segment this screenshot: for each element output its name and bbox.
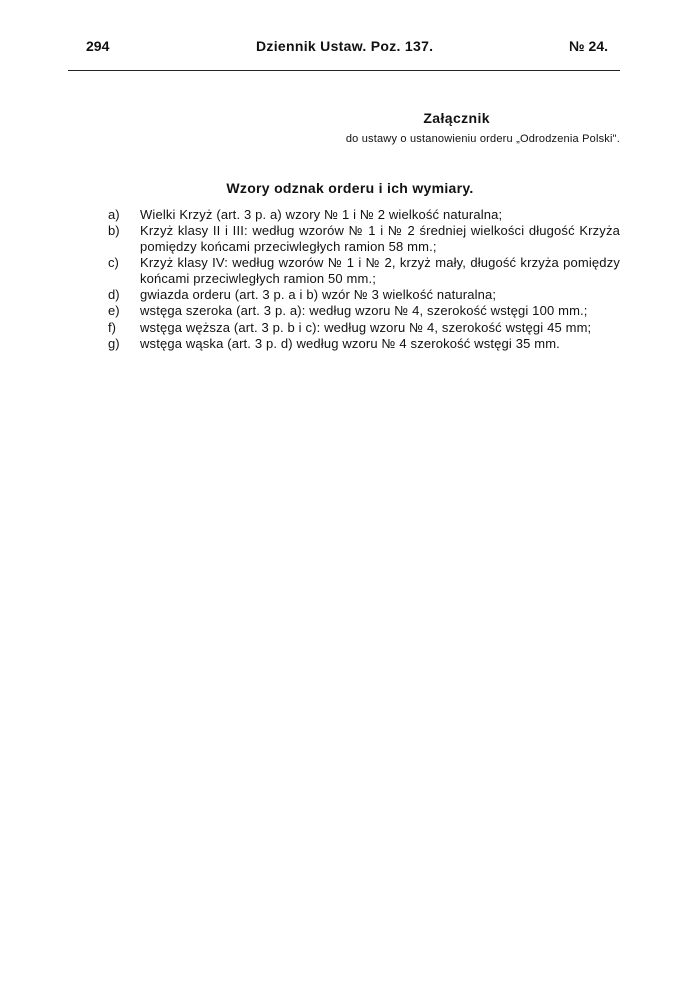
annex-title: Załącznik bbox=[423, 110, 490, 126]
list-item-label: b) bbox=[108, 223, 120, 239]
list-item-text: Krzyż klasy II i III: według wzorów № 1 i № 2 średniej wielkości długość Krzyża pomiędzy końcami przeciwległych ramion 58 mm.; bbox=[140, 223, 620, 254]
list-item-text: Krzyż klasy IV: według wzorów № 1 i № 2, krzyż mały, długość krzyża pomiędzy końcami przeciwległych ramion 50 mm.; bbox=[140, 255, 620, 286]
list-item-label: e) bbox=[108, 303, 120, 319]
list-item-a bbox=[100, 207, 620, 222]
list-item-f bbox=[100, 320, 620, 335]
page-header bbox=[86, 38, 608, 60]
list-item-d bbox=[100, 287, 620, 302]
list-item-label: d) bbox=[108, 287, 120, 303]
issue-number: № 24. bbox=[569, 38, 608, 54]
list-item-e bbox=[100, 303, 620, 318]
journal-title: Dziennik Ustaw. Poz. 137. bbox=[256, 38, 434, 54]
list-item-text: Wielki Krzyż (art. 3 p. a) wzory № 1 i № 2 wielkość naturalna; bbox=[140, 207, 503, 222]
list-item-text: gwiazda orderu (art. 3 p. a i b) wzór № 3 wielkość naturalna; bbox=[140, 287, 497, 303]
list-item-b bbox=[100, 223, 620, 254]
header-divider bbox=[68, 70, 620, 71]
annex-subtitle: do ustawy o ustanowieniu orderu „Odrodzenia Polski". bbox=[345, 133, 620, 145]
list-item-c bbox=[100, 255, 620, 286]
list-item-text: wstęga szeroka (art. 3 p. a): według wzoru № 4, szerokość wstęgi 100 mm.; bbox=[140, 303, 588, 319]
list-item-label: a) bbox=[108, 207, 120, 222]
specification-list bbox=[100, 206, 620, 352]
page-number: 294 bbox=[86, 38, 110, 54]
list-item-text: wstęga wąska (art. 3 p. d) według wzoru № 4 szerokość wstęgi 35 mm. bbox=[140, 336, 560, 352]
section-title: Wzory odznak orderu i ich wymiary. bbox=[226, 180, 474, 196]
list-item-text: wstęga węższa (art. 3 p. b i c): według wzoru № 4, szerokość wstęgi 45 mm; bbox=[140, 319, 592, 335]
list-item-label: f) bbox=[108, 319, 116, 335]
list-item-label: g) bbox=[108, 336, 120, 352]
list-item-g bbox=[100, 336, 620, 351]
list-item-label: c) bbox=[108, 255, 119, 271]
